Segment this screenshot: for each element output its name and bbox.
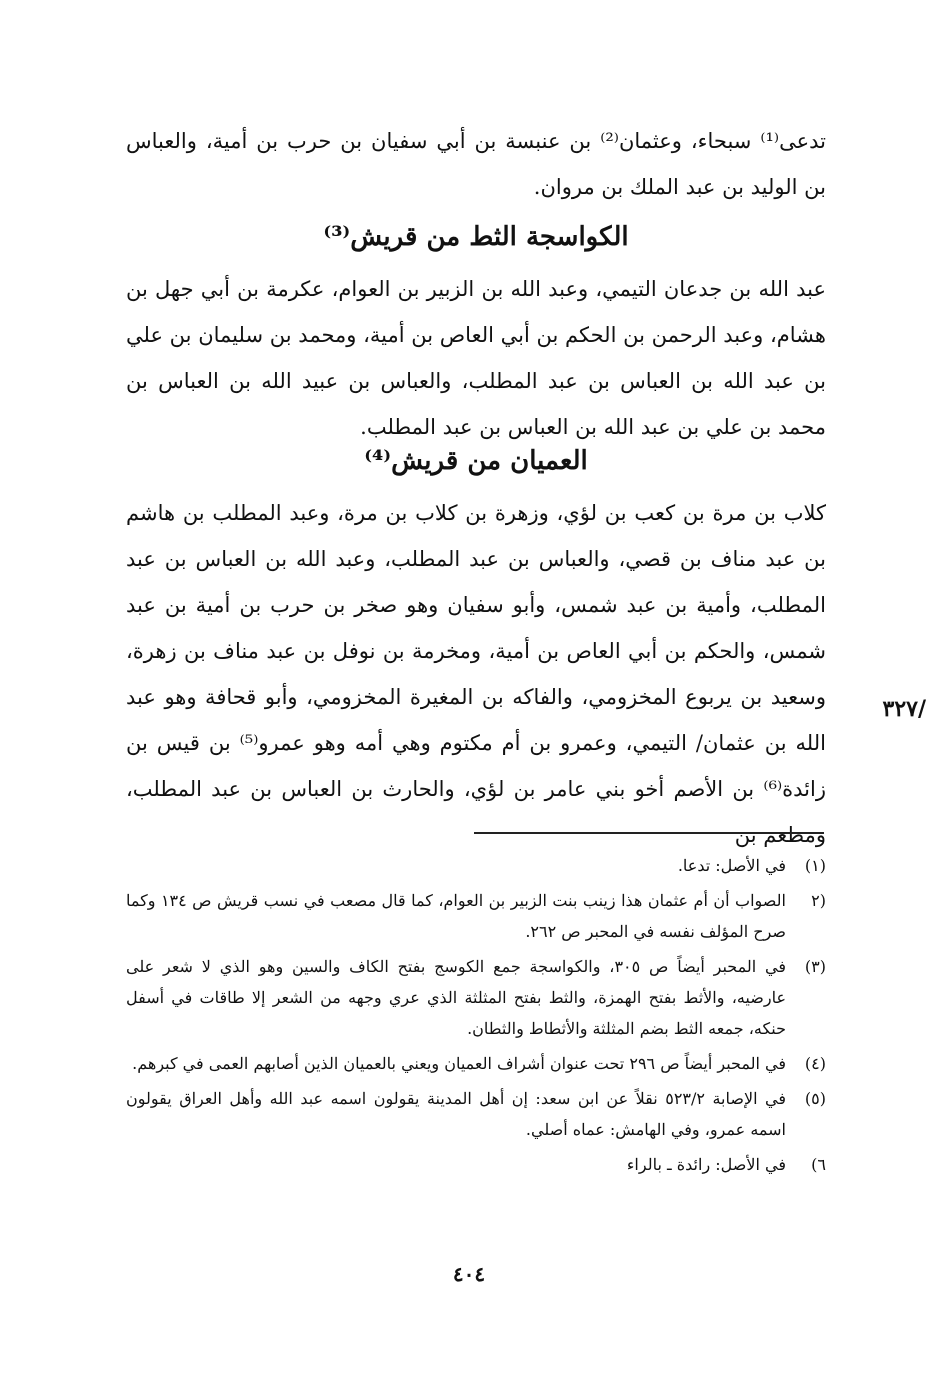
footnote-number: (٢	[811, 891, 826, 910]
footnote	[126, 850, 826, 881]
footnote	[126, 951, 826, 1044]
section-heading-umyan: العميان من قريش⁽⁴⁾	[364, 446, 588, 476]
margin-page-reference: /٣٢٧	[882, 696, 926, 722]
footnote	[126, 885, 826, 947]
footnote-number: (٤)	[804, 1054, 826, 1073]
section-heading-kawasij: الكواسجة الثط من قريش⁽³⁾	[323, 222, 629, 252]
footnote	[126, 1149, 826, 1180]
footnote-text: الصواب أن أم عثمان هذا زينب بنت الزبير بن العوام، كما قال مصعب في نسب قريش ص ١٣٤ وكما صرح المؤلف نفسه في المحبر ص ٢٦٢.	[126, 891, 786, 941]
paragraph-umyan: كلاب بن مرة بن كعب بن لؤي، وزهرة بن كلاب بن مرة، وعبد المطلب بن هاشم بن عبد مناف بن قصي، والعباس بن عبد المطلب، وعبد الله بن العباس بن عبد المطلب، وأمية بن عبد شمس، وأبو سفيان وهو صخر بن حرب بن أمية بن عبد شمس، والحكم بن أبي العاص بن أمية، ومخرمة بن نوفل بن عبد مناف بن زهرة، وسعيد بن يربوع المخزومي، والفاكه بن المغيرة المخزومي، وأبو قحافة وهو عبد الله بن عثمان/ التيمي، وعمرو بن أم مكتوم وهي أمه وهو عمرو⁽⁵⁾ بن قيس بن زائدة⁽⁶⁾ بن الأصم أخو بني عامر بن لؤي، والحارث بن العباس بن عبد المطلب، ومطعم بن	[126, 501, 826, 847]
footnote-text: في الإصابة ٥٢٣/٢ نقلاً عن ابن سعد: إن أهل المدينة يقولون اسمه عبد الله وأهل العراق يقولون اسمه عمرو، وفي الهامش: عماه أصلي.	[126, 1089, 787, 1139]
footnote-number: (٥)	[804, 1089, 826, 1108]
footnote-text: في المحبر أيضاً ص ٢٩٦ تحت عنوان أشراف العميان ويعني بالعميان الذين أصابهم العمى في كبرهم.	[132, 1054, 786, 1073]
footnote-divider	[474, 832, 824, 834]
footnote-number: ٦)	[811, 1155, 826, 1174]
footnote	[126, 1048, 826, 1079]
footnotes	[126, 850, 826, 1184]
paragraph-intro: تدعى⁽¹⁾ سبحاء، وعثمان⁽²⁾ بن عنبسة بن أبي سفيان بن حرب بن أمية، والعباس بن الوليد بن عبد الملك بن مروان.	[126, 129, 826, 199]
page-number: ٤٠٤	[452, 1262, 486, 1286]
footnote-text: في المحبر أيضاً ص ٣٠٥، والكواسجة جمع الكوسج بفتح الكاف والسين وهو الذي لا شعر على عارضيه، والأثط بفتح الهمزة، والثط بفتح المثلثة الذي عري وجهه من الشعر إلا طاقات في أسفل حنكه، جمعه الثط بضم المثلثة والأثطاط والثطان.	[126, 957, 787, 1038]
footnote-number: (٣)	[804, 957, 826, 976]
footnote-text: في الأصل: رائدة ـ بالراء	[626, 1155, 786, 1174]
footnote	[126, 1083, 826, 1145]
paragraph-kawasij: عبد الله بن جدعان التيمي، وعبد الله بن الزبير بن العوام، عكرمة بن أبي جهل بن هشام، وعبد الرحمن بن الحكم بن أبي العاص بن أمية، ومحمد بن سليمان بن علي بن عبد الله بن العباس بن عبد المطلب، والعباس بن عبيد الله بن العباس بن محمد بن علي بن عبد الله بن العباس بن عبد المطلب.	[126, 277, 826, 439]
footnote-text: في الأصل: تدعا.	[677, 856, 786, 875]
footnote-number: (١)	[804, 856, 826, 875]
